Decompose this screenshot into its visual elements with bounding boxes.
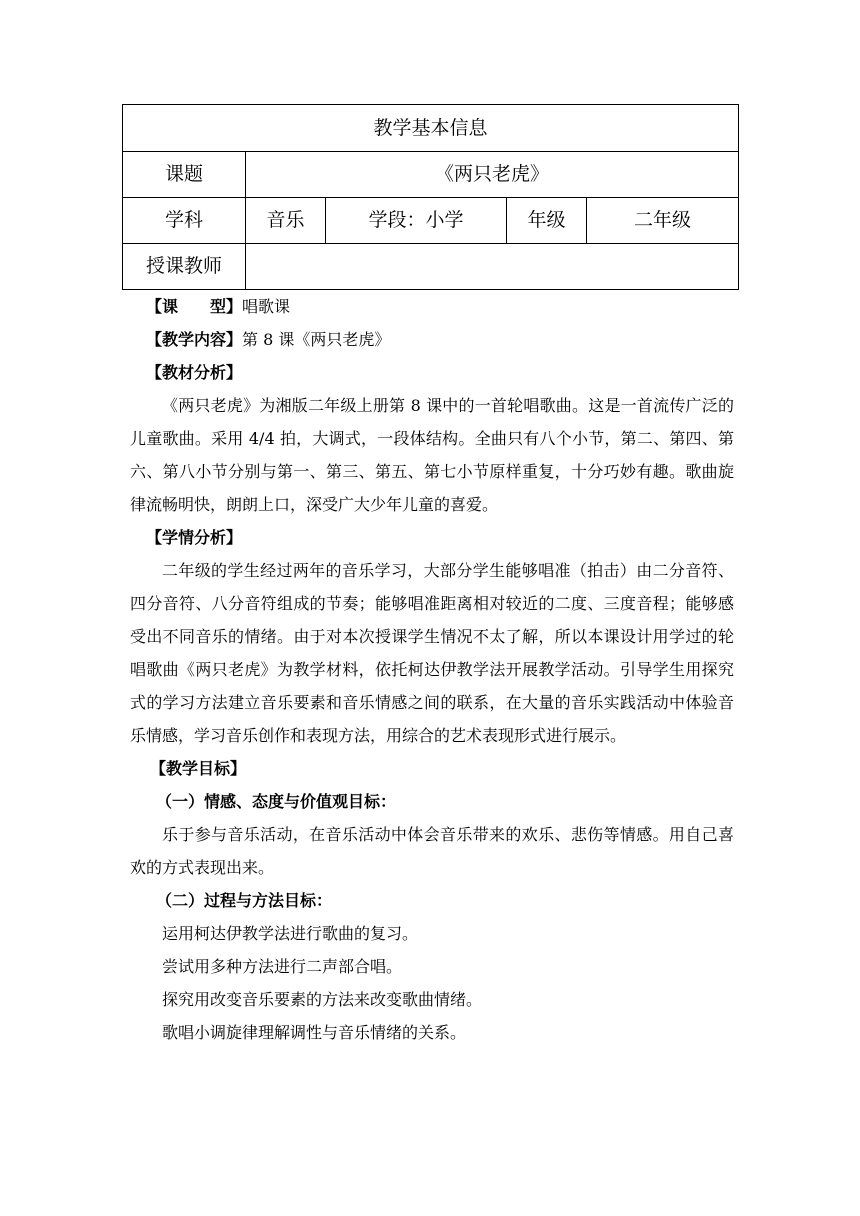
objective-item: 运用柯达伊教学法进行歌曲的复习。: [162, 924, 419, 943]
subject-value: 音乐: [246, 198, 326, 244]
grade-label: 年级: [507, 198, 587, 244]
material-analysis-heading: 【教材分析】: [146, 363, 243, 382]
teacher-label: 授课教师: [123, 244, 246, 290]
lesson-type-label: 【课 型】: [146, 297, 243, 316]
topic-label: 课题: [123, 152, 246, 198]
stage-value: 学段：小学: [326, 198, 507, 244]
document-body: [130, 290, 734, 1049]
student-analysis-text: 二年级的学生经过两年的音乐学习，大部分学生能够唱准（拍击）由二分音符、四分音符、八分音符组成的节奏；能够唱准距离相对较近的二度、三度音程；能够感受出不同音乐的情绪。由于对本次授课学生情况不太了解，所以本课设计用学过的轮唱歌曲《两只老虎》为教学材料，依托柯达伊教学法开展教学活动。引导学生用探究式的学习方法建立音乐要素和音乐情感之间的联系，在大量的音乐实践活动中体验音乐情感，学习音乐创作和表现方法，用综合的艺术表现形式进行展示。: [130, 561, 734, 745]
topic-value: 《两只老虎》: [246, 152, 739, 198]
objective-item: 探究用改变音乐要素的方法来改变歌曲情绪。: [162, 990, 483, 1009]
teaching-content-label: 【教学内容】: [146, 330, 243, 349]
student-analysis-heading: 【学情分析】: [146, 528, 243, 547]
objective-part1-heading: （一）情感、态度与价值观目标：: [156, 792, 397, 811]
basic-info-table: [122, 104, 739, 290]
material-analysis-text: 《两只老虎》为湘版二年级上册第 8 课中的一首轮唱歌曲。这是一首流传广泛的儿童歌曲。采用 4/4 拍，大调式，一段体结构。全曲只有八个小节，第二、第四、第六、第八小节分别与第一、第三、第五、第七小节原样重复，十分巧妙有趣。歌曲旋律流畅明快，朗朗上口，深受广大少年儿童的喜爱。: [130, 396, 734, 514]
teaching-content-line: [130, 323, 734, 356]
grade-value: 二年级: [587, 198, 739, 244]
teacher-value: [246, 244, 739, 290]
objective-item: 歌唱小调旋律理解调性与音乐情绪的关系。: [162, 1023, 467, 1042]
subject-label: 学科: [123, 198, 246, 244]
teaching-content-value: 第 8 课《两只老虎》: [242, 330, 391, 349]
lesson-type-line: [130, 290, 734, 323]
objective-part2-heading: （二）过程与方法目标：: [156, 891, 333, 910]
objectives-heading: 【教学目标】: [150, 759, 247, 778]
lesson-type-value: 唱歌课: [242, 297, 291, 316]
objective-item: 尝试用多种方法进行二声部合唱。: [162, 957, 403, 976]
table-title: 教学基本信息: [123, 105, 739, 152]
objective-part1-text: 乐于参与音乐活动，在音乐活动中体会音乐带来的欢乐、悲伤等情感。用自己喜欢的方式表现出来。: [130, 825, 734, 877]
